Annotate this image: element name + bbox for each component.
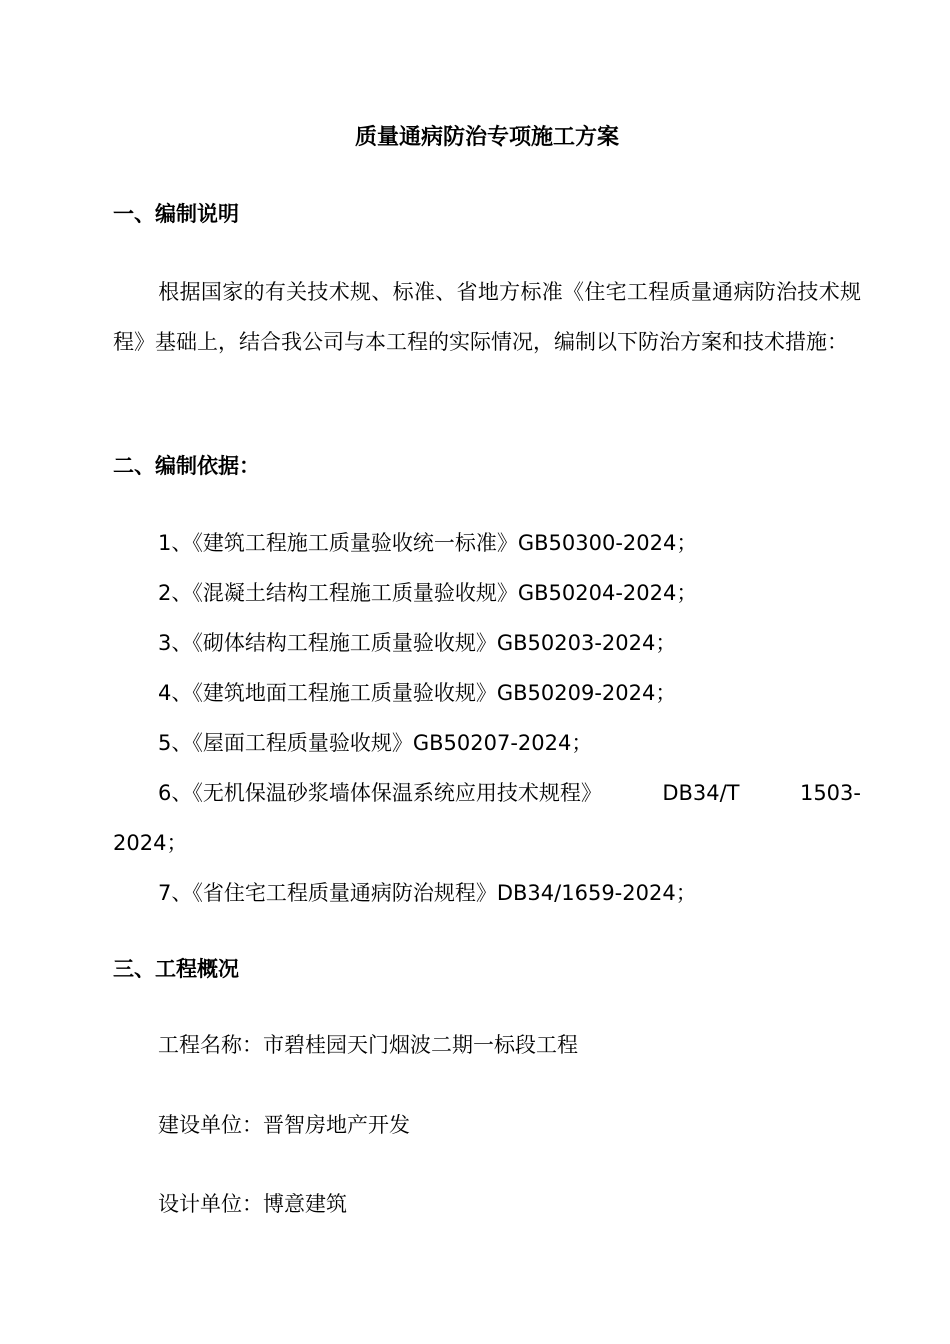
basis-item-title: 《无机保温砂浆墙体保温系统应用技术规程》 bbox=[192, 781, 602, 805]
basis-item bbox=[113, 868, 861, 918]
basis-item-line bbox=[113, 768, 861, 818]
basis-item-text: 5、《屋面工程质量验收规》GB50207-2024； bbox=[158, 731, 593, 755]
basis-item-code-number: 1503- bbox=[799, 781, 861, 805]
basis-item bbox=[113, 668, 861, 718]
basis-item bbox=[113, 768, 861, 868]
basis-item-text: 2、《混凝土结构工程施工质量验收规》GB50204-2024； bbox=[158, 581, 698, 605]
basis-item bbox=[113, 618, 861, 668]
basis-item-text: 3、《砌体结构工程施工质量验收规》GB50203-2024； bbox=[158, 631, 677, 655]
basis-item-segment bbox=[113, 768, 602, 818]
basis-item-code: DB34/T bbox=[662, 781, 740, 805]
basis-item bbox=[113, 518, 861, 568]
basis-item bbox=[113, 568, 861, 618]
basis-item-continuation: 2024； bbox=[113, 831, 188, 855]
basis-item-text: 4、《建筑地面工程施工质量验收规》GB50209-2024； bbox=[158, 681, 677, 705]
section-heading-explanation: 一、编制说明 bbox=[113, 202, 239, 226]
design-unit: 设计单位：博意建筑 bbox=[158, 1192, 347, 1216]
section-heading-overview: 三、工程概况 bbox=[113, 957, 239, 981]
section-heading-basis: 二、编制依据： bbox=[113, 454, 260, 478]
document-title: 质量通病防治专项施工方案 bbox=[354, 125, 619, 150]
client-unit: 建设单位：晋智房地产开发 bbox=[158, 1113, 410, 1137]
basis-item bbox=[113, 718, 861, 768]
basis-item-text: 7、《省住宅工程质量通病防治规程》DB34/1659-2024； bbox=[158, 881, 697, 905]
explanation-text: 根据国家的有关技术规、标准、省地方标准《住宅工程质量通病防治技术规程》基础上，结合我公司与本工程的实际情况，编制以下防治方案和技术措施： bbox=[113, 280, 861, 354]
project-name: 工程名称：市碧桂园天门烟波二期一标段工程 bbox=[158, 1033, 578, 1057]
basis-item-text: 1、《建筑工程施工质量验收统一标准》GB50300-2024； bbox=[158, 531, 698, 555]
explanation-paragraph bbox=[113, 267, 861, 367]
basis-item-number: 6、 bbox=[158, 781, 193, 805]
